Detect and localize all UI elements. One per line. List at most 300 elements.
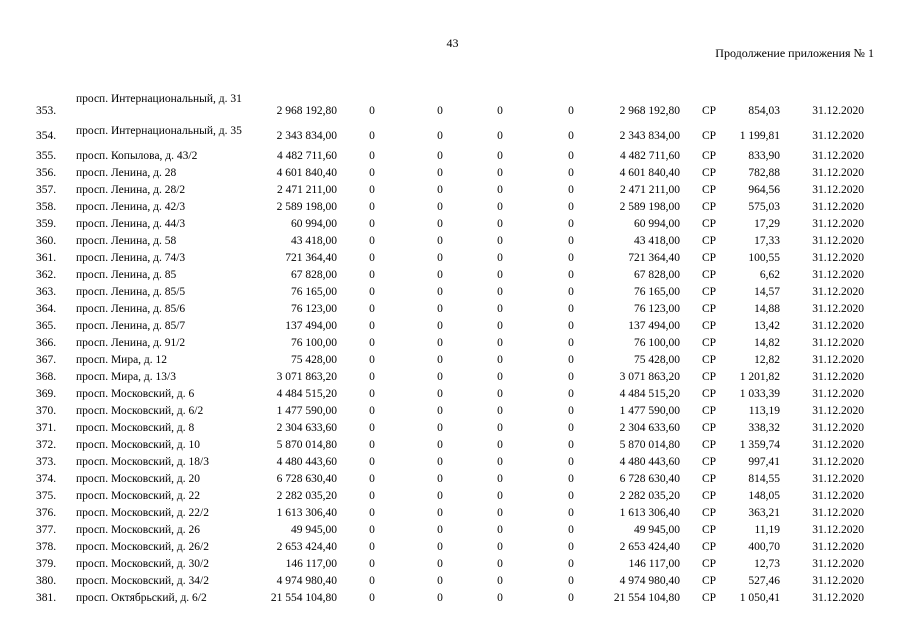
row-remaining-amount: 137 494,00 <box>628 320 680 332</box>
row-zero-col-1: 0 <box>369 541 375 553</box>
continuation-caption: Продолжение приложения № 1 <box>715 46 874 60</box>
row-total-amount: 67 828,00 <box>291 269 337 281</box>
row-area: 1 050,41 <box>739 592 780 604</box>
table-row <box>0 369 905 386</box>
row-zero-col-2: 0 <box>437 235 443 247</box>
row-date: 31.12.2020 <box>812 575 864 587</box>
row-remaining-amount: 49 945,00 <box>634 524 680 536</box>
row-zero-col-1: 0 <box>369 422 375 434</box>
table-row <box>0 267 905 284</box>
row-area: 148,05 <box>748 490 780 502</box>
row-zero-col-2: 0 <box>437 456 443 468</box>
row-address: просп. Московский, д. 20 <box>76 473 200 485</box>
row-date: 31.12.2020 <box>812 150 864 162</box>
row-address: просп. Московский, д. 26 <box>76 524 200 536</box>
table-row <box>0 488 905 505</box>
row-remaining-amount: 2 653 424,40 <box>619 541 680 553</box>
row-zero-col-3: 0 <box>497 167 503 179</box>
row-date: 31.12.2020 <box>812 405 864 417</box>
row-address: просп. Московский, д. 6 <box>76 388 195 400</box>
row-zero-col-2: 0 <box>437 286 443 298</box>
table-row <box>0 454 905 471</box>
table-row <box>0 471 905 488</box>
data-table <box>0 93 905 607</box>
row-zero-col-2: 0 <box>437 507 443 519</box>
row-address: просп. Ленина, д. 74/3 <box>76 252 186 264</box>
row-zero-col-4: 0 <box>568 388 574 400</box>
row-address: просп. Московский, д. 30/2 <box>76 558 209 570</box>
row-area: 814,55 <box>748 473 780 485</box>
page-number: 43 <box>446 36 459 50</box>
row-zero-col-1: 0 <box>369 439 375 451</box>
row-total-amount: 137 494,00 <box>285 320 337 332</box>
row-number: 369. <box>36 388 57 400</box>
row-date: 31.12.2020 <box>812 184 864 196</box>
row-date: 31.12.2020 <box>812 252 864 264</box>
row-date: 31.12.2020 <box>812 269 864 281</box>
row-type-code: СР <box>701 167 717 179</box>
row-address: просп. Московский, д. 34/2 <box>76 575 209 587</box>
row-total-amount: 2 653 424,40 <box>276 541 337 553</box>
row-zero-col-4: 0 <box>568 490 574 502</box>
row-number: 376. <box>36 507 57 519</box>
row-total-amount: 146 117,00 <box>285 558 337 570</box>
row-zero-col-2: 0 <box>437 218 443 230</box>
row-type-code: СР <box>701 388 717 400</box>
table-row <box>0 590 905 607</box>
row-zero-col-2: 0 <box>437 558 443 570</box>
table-row <box>0 539 905 556</box>
table-row <box>0 93 905 125</box>
row-zero-col-4: 0 <box>568 405 574 417</box>
row-zero-col-4: 0 <box>568 473 574 485</box>
row-area: 1 199,81 <box>739 130 780 142</box>
row-zero-col-3: 0 <box>497 592 503 604</box>
row-remaining-amount: 76 100,00 <box>634 337 680 349</box>
row-area: 338,32 <box>748 422 780 434</box>
row-type-code: СР <box>701 235 717 247</box>
row-type-code: СР <box>701 371 717 383</box>
row-zero-col-2: 0 <box>437 150 443 162</box>
row-remaining-amount: 6 728 630,40 <box>619 473 680 485</box>
row-zero-col-1: 0 <box>369 252 375 264</box>
row-zero-col-4: 0 <box>568 541 574 553</box>
row-number: 360. <box>36 235 57 247</box>
row-remaining-amount: 75 428,00 <box>634 354 680 366</box>
row-address: просп. Ленина, д. 85 <box>76 269 177 281</box>
row-number: 361. <box>36 252 57 264</box>
row-zero-col-1: 0 <box>369 130 375 142</box>
row-remaining-amount: 721 364,40 <box>628 252 680 264</box>
row-zero-col-1: 0 <box>369 371 375 383</box>
row-date: 31.12.2020 <box>812 541 864 553</box>
row-area: 17,29 <box>754 218 780 230</box>
row-total-amount: 1 613 306,40 <box>276 507 337 519</box>
row-zero-col-4: 0 <box>568 130 574 142</box>
row-area: 100,55 <box>748 252 780 264</box>
row-zero-col-3: 0 <box>497 422 503 434</box>
row-zero-col-4: 0 <box>568 167 574 179</box>
row-number: 359. <box>36 218 57 230</box>
row-type-code: СР <box>701 405 717 417</box>
row-total-amount: 4 601 840,40 <box>276 167 337 179</box>
row-address: просп. Интернациональный, д. 31 <box>76 93 242 105</box>
row-type-code: СР <box>701 320 717 332</box>
row-zero-col-3: 0 <box>497 303 503 315</box>
row-total-amount: 1 477 590,00 <box>276 405 337 417</box>
row-type-code: СР <box>701 337 717 349</box>
row-date: 31.12.2020 <box>812 422 864 434</box>
row-type-code: СР <box>701 490 717 502</box>
row-zero-col-3: 0 <box>497 456 503 468</box>
table-row <box>0 233 905 250</box>
row-type-code: СР <box>701 269 717 281</box>
row-address: просп. Ленина, д. 28 <box>76 167 177 179</box>
row-date: 31.12.2020 <box>812 592 864 604</box>
row-zero-col-3: 0 <box>497 252 503 264</box>
row-zero-col-4: 0 <box>568 252 574 264</box>
row-address: просп. Московский, д. 18/3 <box>76 456 209 468</box>
row-area: 1 201,82 <box>739 371 780 383</box>
row-area: 14,88 <box>754 303 780 315</box>
row-type-code: СР <box>701 524 717 536</box>
row-zero-col-4: 0 <box>568 354 574 366</box>
row-area: 527,46 <box>748 575 780 587</box>
row-zero-col-2: 0 <box>437 252 443 264</box>
table-row <box>0 505 905 522</box>
row-zero-col-4: 0 <box>568 303 574 315</box>
row-date: 31.12.2020 <box>812 456 864 468</box>
row-zero-col-2: 0 <box>437 201 443 213</box>
row-address: просп. Московский, д. 26/2 <box>76 541 209 553</box>
row-number: 364. <box>36 303 57 315</box>
row-address: просп. Интернациональный, д. 35 <box>76 125 242 137</box>
row-zero-col-1: 0 <box>369 592 375 604</box>
row-area: 13,42 <box>754 320 780 332</box>
row-remaining-amount: 2 968 192,80 <box>619 105 680 117</box>
row-remaining-amount: 2 343 834,00 <box>619 130 680 142</box>
row-date: 31.12.2020 <box>812 354 864 366</box>
row-zero-col-3: 0 <box>497 130 503 142</box>
row-total-amount: 75 428,00 <box>291 354 337 366</box>
row-number: 381. <box>36 592 57 604</box>
row-address: просп. Московский, д. 22/2 <box>76 507 209 519</box>
row-date: 31.12.2020 <box>812 439 864 451</box>
row-type-code: СР <box>701 201 717 213</box>
row-zero-col-3: 0 <box>497 490 503 502</box>
row-date: 31.12.2020 <box>812 235 864 247</box>
row-remaining-amount: 4 480 443,60 <box>619 456 680 468</box>
row-zero-col-2: 0 <box>437 490 443 502</box>
row-number: 362. <box>36 269 57 281</box>
row-zero-col-1: 0 <box>369 105 375 117</box>
row-number: 368. <box>36 371 57 383</box>
row-zero-col-4: 0 <box>568 184 574 196</box>
row-number: 379. <box>36 558 57 570</box>
row-area: 782,88 <box>748 167 780 179</box>
row-total-amount: 60 994,00 <box>291 218 337 230</box>
row-zero-col-3: 0 <box>497 371 503 383</box>
row-remaining-amount: 2 304 633,60 <box>619 422 680 434</box>
row-zero-col-1: 0 <box>369 388 375 400</box>
row-type-code: СР <box>701 218 717 230</box>
row-area: 14,82 <box>754 337 780 349</box>
row-date: 31.12.2020 <box>812 167 864 179</box>
row-area: 113,19 <box>748 405 780 417</box>
row-area: 997,41 <box>748 456 780 468</box>
row-zero-col-3: 0 <box>497 524 503 536</box>
row-date: 31.12.2020 <box>812 473 864 485</box>
row-zero-col-4: 0 <box>568 337 574 349</box>
table-row <box>0 216 905 233</box>
row-date: 31.12.2020 <box>812 524 864 536</box>
row-total-amount: 2 343 834,00 <box>276 130 337 142</box>
row-remaining-amount: 1 477 590,00 <box>619 405 680 417</box>
row-address: просп. Мира, д. 12 <box>76 354 168 366</box>
row-zero-col-2: 0 <box>437 320 443 332</box>
row-number: 353. <box>36 105 57 117</box>
row-remaining-amount: 4 482 711,60 <box>620 150 680 162</box>
row-zero-col-1: 0 <box>369 575 375 587</box>
row-total-amount: 4 484 515,20 <box>276 388 337 400</box>
row-zero-col-4: 0 <box>568 456 574 468</box>
row-type-code: СР <box>701 558 717 570</box>
row-zero-col-3: 0 <box>497 473 503 485</box>
row-number: 371. <box>36 422 57 434</box>
row-zero-col-3: 0 <box>497 320 503 332</box>
row-type-code: СР <box>701 422 717 434</box>
row-address: просп. Ленина, д. 58 <box>76 235 177 247</box>
row-zero-col-2: 0 <box>437 269 443 281</box>
row-zero-col-2: 0 <box>437 541 443 553</box>
row-address: просп. Ленина, д. 44/3 <box>76 218 186 230</box>
row-address: просп. Московский, д. 8 <box>76 422 195 434</box>
row-zero-col-1: 0 <box>369 286 375 298</box>
row-total-amount: 4 482 711,60 <box>277 150 337 162</box>
row-address: просп. Ленина, д. 85/7 <box>76 320 186 332</box>
row-zero-col-3: 0 <box>497 507 503 519</box>
row-zero-col-3: 0 <box>497 388 503 400</box>
row-remaining-amount: 4 484 515,20 <box>619 388 680 400</box>
row-date: 31.12.2020 <box>812 388 864 400</box>
row-type-code: СР <box>701 130 717 142</box>
row-zero-col-3: 0 <box>497 354 503 366</box>
row-date: 31.12.2020 <box>812 320 864 332</box>
row-address: просп. Мира, д. 13/3 <box>76 371 176 383</box>
row-zero-col-4: 0 <box>568 150 574 162</box>
row-zero-col-2: 0 <box>437 184 443 196</box>
row-zero-col-4: 0 <box>568 286 574 298</box>
row-zero-col-1: 0 <box>369 303 375 315</box>
row-address: просп. Московский, д. 6/2 <box>76 405 204 417</box>
row-zero-col-1: 0 <box>369 558 375 570</box>
row-area: 11,19 <box>754 524 780 536</box>
row-number: 377. <box>36 524 57 536</box>
row-address: просп. Ленина, д. 85/6 <box>76 303 186 315</box>
row-total-amount: 721 364,40 <box>285 252 337 264</box>
table-row <box>0 437 905 454</box>
row-date: 31.12.2020 <box>812 371 864 383</box>
row-number: 356. <box>36 167 57 179</box>
row-date: 31.12.2020 <box>812 490 864 502</box>
table-row <box>0 250 905 267</box>
row-zero-col-3: 0 <box>497 235 503 247</box>
row-zero-col-4: 0 <box>568 507 574 519</box>
row-total-amount: 2 968 192,80 <box>276 105 337 117</box>
row-zero-col-1: 0 <box>369 320 375 332</box>
row-area: 14,57 <box>754 286 780 298</box>
row-zero-col-3: 0 <box>497 150 503 162</box>
row-zero-col-1: 0 <box>369 337 375 349</box>
row-zero-col-1: 0 <box>369 167 375 179</box>
row-area: 1 359,74 <box>739 439 780 451</box>
row-zero-col-3: 0 <box>497 558 503 570</box>
row-zero-col-1: 0 <box>369 218 375 230</box>
row-date: 31.12.2020 <box>812 218 864 230</box>
row-total-amount: 49 945,00 <box>291 524 337 536</box>
row-total-amount: 2 282 035,20 <box>276 490 337 502</box>
table-row <box>0 182 905 199</box>
row-number: 355. <box>36 150 57 162</box>
table-row <box>0 556 905 573</box>
row-zero-col-3: 0 <box>497 218 503 230</box>
row-area: 964,56 <box>748 184 780 196</box>
row-zero-col-1: 0 <box>369 354 375 366</box>
row-area: 400,70 <box>748 541 780 553</box>
row-address: просп. Ленина, д. 42/3 <box>76 201 186 213</box>
row-zero-col-2: 0 <box>437 524 443 536</box>
row-type-code: СР <box>701 303 717 315</box>
table-row <box>0 318 905 335</box>
row-type-code: СР <box>701 575 717 587</box>
row-number: 367. <box>36 354 57 366</box>
row-zero-col-3: 0 <box>497 269 503 281</box>
row-type-code: СР <box>701 286 717 298</box>
row-zero-col-3: 0 <box>497 184 503 196</box>
row-date: 31.12.2020 <box>812 507 864 519</box>
row-zero-col-2: 0 <box>437 575 443 587</box>
row-zero-col-4: 0 <box>568 524 574 536</box>
table-row <box>0 125 905 148</box>
row-zero-col-3: 0 <box>497 439 503 451</box>
row-zero-col-3: 0 <box>497 337 503 349</box>
row-remaining-amount: 21 554 104,80 <box>613 592 680 604</box>
row-zero-col-3: 0 <box>497 201 503 213</box>
row-number: 380. <box>36 575 57 587</box>
row-date: 31.12.2020 <box>812 130 864 142</box>
row-zero-col-2: 0 <box>437 337 443 349</box>
table-row <box>0 148 905 165</box>
table-row <box>0 420 905 437</box>
row-area: 833,90 <box>748 150 780 162</box>
row-address: просп. Московский, д. 10 <box>76 439 200 451</box>
row-total-amount: 6 728 630,40 <box>276 473 337 485</box>
row-remaining-amount: 2 471 211,00 <box>620 184 680 196</box>
row-total-amount: 21 554 104,80 <box>270 592 337 604</box>
row-zero-col-4: 0 <box>568 235 574 247</box>
row-zero-col-4: 0 <box>568 592 574 604</box>
row-zero-col-1: 0 <box>369 490 375 502</box>
row-zero-col-2: 0 <box>437 303 443 315</box>
row-zero-col-2: 0 <box>437 130 443 142</box>
row-number: 372. <box>36 439 57 451</box>
row-date: 31.12.2020 <box>812 303 864 315</box>
row-address: просп. Московский, д. 22 <box>76 490 200 502</box>
row-zero-col-1: 0 <box>369 235 375 247</box>
row-remaining-amount: 76 165,00 <box>634 286 680 298</box>
row-number: 374. <box>36 473 57 485</box>
row-zero-col-3: 0 <box>497 541 503 553</box>
row-type-code: СР <box>701 456 717 468</box>
row-remaining-amount: 5 870 014,80 <box>619 439 680 451</box>
row-zero-col-2: 0 <box>437 592 443 604</box>
row-area: 1 033,39 <box>739 388 780 400</box>
row-zero-col-2: 0 <box>437 405 443 417</box>
row-area: 12,73 <box>754 558 780 570</box>
row-type-code: СР <box>701 354 717 366</box>
row-zero-col-2: 0 <box>437 371 443 383</box>
row-type-code: СР <box>701 105 717 117</box>
row-date: 31.12.2020 <box>812 286 864 298</box>
row-zero-col-3: 0 <box>497 575 503 587</box>
row-number: 373. <box>36 456 57 468</box>
row-type-code: СР <box>701 439 717 451</box>
row-area: 575,03 <box>748 201 780 213</box>
row-number: 366. <box>36 337 57 349</box>
row-total-amount: 43 418,00 <box>291 235 337 247</box>
row-type-code: СР <box>701 541 717 553</box>
row-total-amount: 4 974 980,40 <box>276 575 337 587</box>
row-zero-col-2: 0 <box>437 388 443 400</box>
row-date: 31.12.2020 <box>812 105 864 117</box>
row-remaining-amount: 146 117,00 <box>628 558 680 570</box>
row-zero-col-3: 0 <box>497 105 503 117</box>
row-number: 357. <box>36 184 57 196</box>
row-number: 375. <box>36 490 57 502</box>
row-number: 365. <box>36 320 57 332</box>
row-remaining-amount: 43 418,00 <box>634 235 680 247</box>
row-address: просп. Ленина, д. 28/2 <box>76 184 186 196</box>
row-zero-col-2: 0 <box>437 422 443 434</box>
row-remaining-amount: 2 282 035,20 <box>619 490 680 502</box>
row-zero-col-3: 0 <box>497 405 503 417</box>
row-zero-col-4: 0 <box>568 422 574 434</box>
row-type-code: СР <box>701 150 717 162</box>
row-type-code: СР <box>701 473 717 485</box>
table-row <box>0 352 905 369</box>
table-row <box>0 403 905 420</box>
row-remaining-amount: 4 601 840,40 <box>619 167 680 179</box>
row-zero-col-4: 0 <box>568 201 574 213</box>
row-remaining-amount: 2 589 198,00 <box>619 201 680 213</box>
row-zero-col-2: 0 <box>437 167 443 179</box>
row-total-amount: 2 471 211,00 <box>277 184 337 196</box>
row-area: 6,62 <box>759 269 780 281</box>
row-zero-col-2: 0 <box>437 439 443 451</box>
row-remaining-amount: 60 994,00 <box>634 218 680 230</box>
row-total-amount: 2 304 633,60 <box>276 422 337 434</box>
row-type-code: СР <box>701 184 717 196</box>
row-remaining-amount: 76 123,00 <box>634 303 680 315</box>
row-zero-col-4: 0 <box>568 320 574 332</box>
row-remaining-amount: 1 613 306,40 <box>619 507 680 519</box>
row-zero-col-1: 0 <box>369 201 375 213</box>
table-row <box>0 199 905 216</box>
row-zero-col-3: 0 <box>497 286 503 298</box>
row-zero-col-1: 0 <box>369 184 375 196</box>
row-total-amount: 3 071 863,20 <box>276 371 337 383</box>
row-zero-col-1: 0 <box>369 524 375 536</box>
